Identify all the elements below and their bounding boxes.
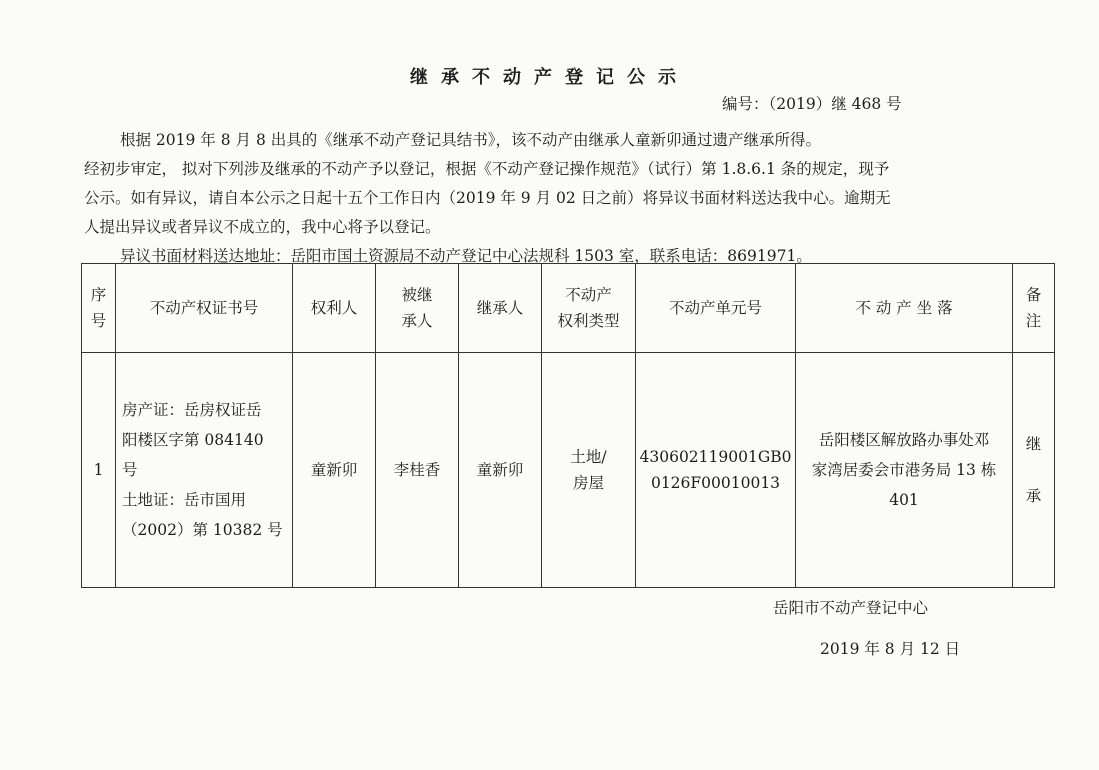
cell-holder: 童新卯 xyxy=(293,353,376,588)
issuer-name: 岳阳市不动产登记中心 xyxy=(773,599,929,617)
table-row xyxy=(82,353,1055,588)
cell-unit-no: 430602119001GB0 0126F00010013 xyxy=(636,353,796,588)
notice-title: 继承不动产登记公示 xyxy=(410,67,689,88)
paragraph-inheritance-basis: 根据 2019 年 8 月 8 出具的《继承不动产登记具结书》，该不动产由继承人童新卯通过遗产继承所得。 xyxy=(120,131,821,149)
cell-location: 岳阳楼区解放路办事处邓 家湾居委会市港务局 13 栋 401 xyxy=(796,353,1013,588)
header-location: 不 动 产 坐 落 xyxy=(796,264,1013,353)
header-seq: 序 号 xyxy=(82,264,116,353)
header-heir: 继承人 xyxy=(459,264,542,353)
paragraph-review-line-2: 公示。如有异议，请自本公示之日起十五个工作日内（2019 年 9 月 02 日之前）将异议书面材料送达我中心。逾期无 xyxy=(84,189,891,207)
cell-cert-no: 房产证：岳房权证岳 阳楼区字第 084140 号 土地证：岳市国用 （2002）第 10382 号 xyxy=(116,353,293,588)
paragraph-review-line-1: 经初步审定， 拟对下列涉及继承的不动产予以登记，根据《不动产登记操作规范》（试行）第 1.8.6.1 条的规定，现予 xyxy=(84,160,890,178)
header-cert-no: 不动产权证书号 xyxy=(116,264,293,353)
cell-heir: 童新卯 xyxy=(459,353,542,588)
registration-table xyxy=(81,263,1055,588)
cell-seq: 1 xyxy=(82,353,116,588)
issue-date: 2019 年 8 月 12 日 xyxy=(820,640,961,658)
paragraph-objection-address: 异议书面材料送达地址：岳阳市国土资源局不动产登记中心法规科 1503 室，联系电话：8691971。 xyxy=(120,247,812,265)
header-decedent: 被继 承人 xyxy=(376,264,459,353)
header-holder: 权利人 xyxy=(293,264,376,353)
cell-decedent: 李桂香 xyxy=(376,353,459,588)
paragraph-review-line-3: 人提出异议或者异议不成立的，我中心将予以登记。 xyxy=(84,218,441,236)
header-right-type: 不动产 权利类型 xyxy=(542,264,636,353)
header-unit-no: 不动产单元号 xyxy=(636,264,796,353)
table-header-row xyxy=(82,264,1055,353)
document-number: 编号：（2019）继 468 号 xyxy=(722,95,902,113)
cell-remark: 继 承 xyxy=(1013,353,1055,588)
header-remark: 备 注 xyxy=(1013,264,1055,353)
cell-right-type: 土地/ 房屋 xyxy=(542,353,636,588)
